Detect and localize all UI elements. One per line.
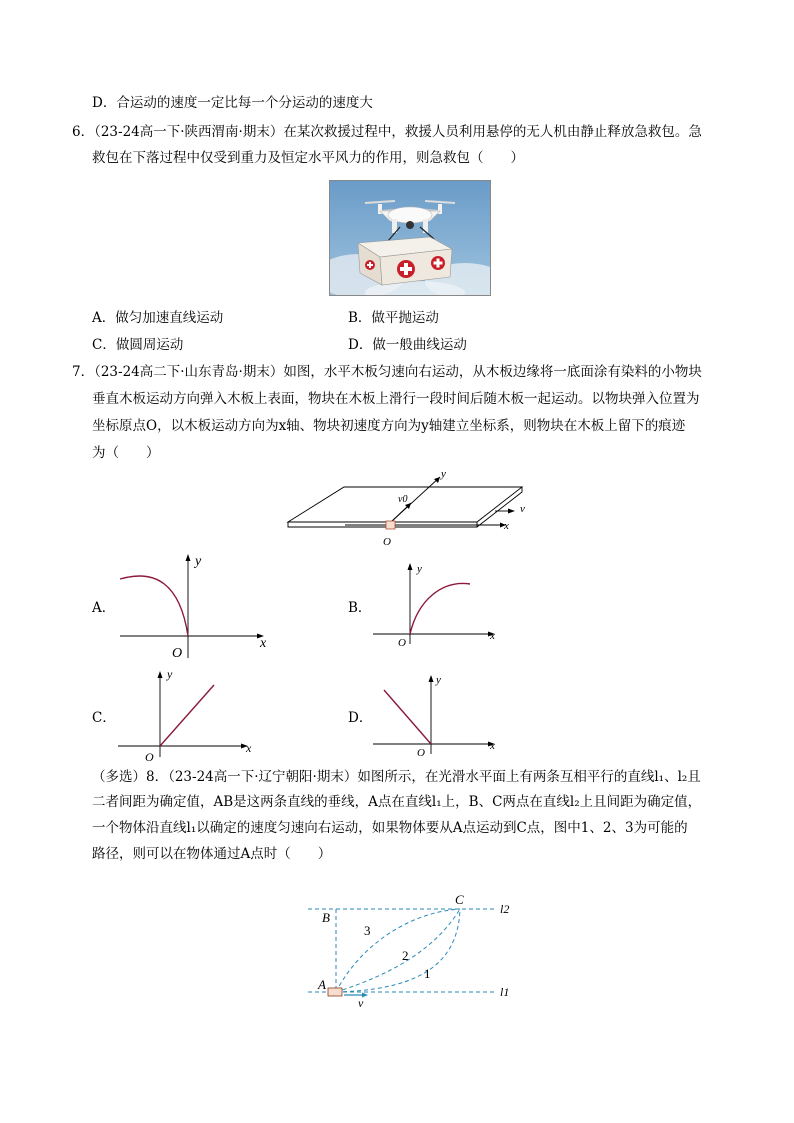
q8-stem-line3: 一个物体沿直线l₁以确定的速度匀速向右运动，如果物体要从A点运动到C点，图中1、2、3为可能的: [92, 820, 688, 836]
q7-graph-b-o: O: [398, 637, 406, 649]
q6-option-b: B．做平抛运动: [348, 310, 439, 326]
drone-photo: [329, 180, 491, 296]
q7-graph-b: [370, 560, 505, 655]
q7-graph-c: [115, 665, 260, 765]
q8-label-v: v: [358, 996, 364, 1010]
q7-option-c: C．: [92, 710, 116, 726]
q7-stem-line1: 7．（23-24高二下·山东青岛·期末）如图，水平木板匀速向右运动，从木板边缘将一底面涂有染料的小物块: [72, 364, 702, 380]
q7-graph-c-o: O: [145, 750, 154, 764]
q7-stem-line3: 坐标原点O，以木板运动方向为x轴、物块初速度方向为y轴建立坐标系，则物块在木板上留下的痕迹: [92, 418, 686, 434]
q7-graph-d-o: O: [417, 747, 425, 759]
q7-fig-origin-label: O: [383, 536, 391, 548]
q7-graph-b-x: x: [490, 630, 495, 642]
q8-stem-line4: 路径，则可以在物体通过A点时（ ）: [92, 846, 332, 862]
q7-graph-a-o: O: [172, 646, 183, 661]
q8-stem-line1: （多选）8．（23-24高一下·辽宁朝阳·期末）如图所示，在光滑水平面上有两条互相平行的直线l₁、l₂且: [92, 769, 701, 785]
q7-graph-a-x: x: [260, 636, 267, 651]
q7-graph-d-y: y: [436, 674, 441, 686]
q7-graph-c-y: y: [167, 667, 173, 681]
q8-path-3: [336, 909, 460, 992]
q7-fig-x-label: x: [504, 520, 509, 532]
q8-label-c: C: [455, 892, 464, 907]
q8-label-path2: 2: [402, 948, 409, 963]
q7-option-b: B．: [348, 600, 372, 616]
q7-graph-d-x: x: [490, 740, 495, 752]
q8-path-2: [336, 909, 460, 992]
q7-fig-y-label: y: [441, 468, 446, 480]
q7-graph-b-y: y: [417, 563, 422, 575]
q7-option-a: A．: [92, 600, 116, 616]
q7-graph-a-curve: [120, 576, 188, 636]
q7-fig-v0-label: v0: [398, 494, 408, 505]
q7-graph-a-y: y: [195, 554, 202, 569]
q7-graph-c-x: x: [246, 741, 252, 755]
q6-stem-line2: 救包在下落过程中仅受到重力及恒定水平风力的作用，则急救包（ ）: [92, 150, 524, 166]
q7-graph-a: [115, 553, 275, 663]
q7-graph-d-line: [384, 690, 431, 744]
q7-graph-c-line: [160, 685, 214, 746]
q8-figure: [300, 890, 530, 1010]
q7-stem-line2: 垂直木板运动方向弹入木板上表面，物块在木板上滑行一段时间后随木板一起运动。以物块弹入位置为: [92, 391, 700, 407]
drone-image: [330, 181, 490, 295]
q8-label-b: B: [322, 910, 330, 925]
q7-board-figure: [280, 465, 540, 550]
q6-option-a: A．做匀加速直线运动: [92, 310, 224, 326]
q7-stem-line4: 为（ ）: [92, 445, 160, 461]
q6-stem-line1: 6．（23-24高一下·陕西渭南·期末）在某次救援过程中，救援人员利用悬停的无人机由静止释放急救包。急: [72, 124, 702, 140]
q8-block: [328, 988, 342, 996]
q8-label-l1: l1: [500, 985, 510, 999]
q8-stem-line2: 二者间距为确定值，AB是这两条直线的垂线，A点在直线l₁上，B、C两点在直线l₂上且间距为确定值，: [92, 794, 702, 810]
q7-fig-v-label: v: [520, 503, 525, 515]
q8-label-a: A: [318, 977, 326, 992]
q5-option-d: D．合运动的速度一定比每一个分运动的速度大: [92, 95, 373, 111]
q6-option-c: C．做圆周运动: [92, 337, 184, 353]
q8-label-path1: 1: [424, 966, 431, 981]
q8-label-path3: 3: [364, 923, 371, 938]
q6-option-d: D．做一般曲线运动: [348, 337, 467, 353]
q8-label-l2: l2: [500, 902, 510, 916]
q7-option-d: D．: [348, 710, 373, 726]
q8-path-1: [336, 909, 460, 992]
q7-graph-b-curve: [410, 583, 470, 634]
q7-graph-d: [370, 670, 505, 760]
